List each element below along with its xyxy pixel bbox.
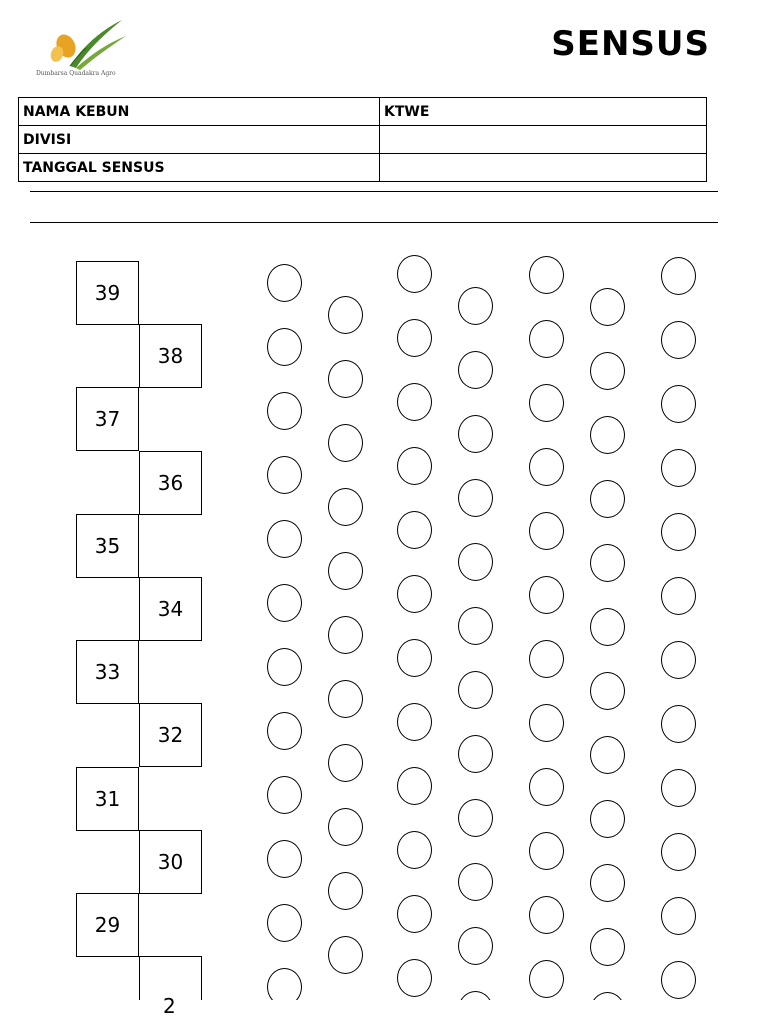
tree-circle-icon[interactable] [529,896,564,934]
tree-circle-icon[interactable] [397,447,432,485]
tree-circle-icon[interactable] [328,424,363,462]
row-number-39: 39 [76,261,139,325]
tree-circle-icon[interactable] [458,671,493,709]
row-number-38: 38 [139,324,202,388]
row-number-30: 30 [139,830,202,894]
row-number-36: 36 [139,451,202,515]
tree-circle-icon[interactable] [661,833,696,871]
tree-circle-icon[interactable] [267,968,302,1000]
tree-circle-icon[interactable] [529,448,564,486]
tree-circle-icon[interactable] [458,607,493,645]
tree-circle-icon[interactable] [328,808,363,846]
tree-circle-icon[interactable] [529,512,564,550]
tree-circle-icon[interactable] [661,257,696,295]
tree-circle-icon[interactable] [328,360,363,398]
tree-circle-icon[interactable] [529,384,564,422]
tree-circle-icon[interactable] [661,449,696,487]
tree-circle-icon[interactable] [458,543,493,581]
tree-circle-icon[interactable] [328,488,363,526]
tree-circle-icon[interactable] [661,705,696,743]
tree-circle-icon[interactable] [590,928,625,966]
tree-circle-icon[interactable] [267,712,302,750]
tree-circle-icon[interactable] [267,264,302,302]
tree-circle-icon[interactable] [328,552,363,590]
tree-circle-icon[interactable] [590,608,625,646]
tree-circle-icon[interactable] [267,648,302,686]
tree-circle-icon[interactable] [661,897,696,935]
tree-circle-icon[interactable] [590,800,625,838]
tree-circle-icon[interactable] [661,321,696,359]
row-number-33: 33 [76,640,139,704]
tree-circle-icon[interactable] [328,616,363,654]
tree-circle-icon[interactable] [458,799,493,837]
tree-circle-icon[interactable] [590,416,625,454]
tree-circle-icon[interactable] [458,991,493,1000]
tree-circle-icon[interactable] [661,769,696,807]
label-nama-kebun: NAMA KEBUN [19,98,380,126]
tree-circle-icon[interactable] [590,864,625,902]
label-divisi: DIVISI [19,126,380,154]
tree-circle-icon[interactable] [458,479,493,517]
tree-circle-icon[interactable] [529,640,564,678]
tree-circle-icon[interactable] [267,584,302,622]
tree-circle-icon[interactable] [529,256,564,294]
tree-circle-icon[interactable] [397,639,432,677]
tree-circle-icon[interactable] [267,520,302,558]
tree-circle-icon[interactable] [590,672,625,710]
tree-circle-icon[interactable] [529,704,564,742]
tree-circle-icon[interactable] [661,385,696,423]
tree-circle-icon[interactable] [529,768,564,806]
tree-circle-icon[interactable] [397,895,432,933]
tree-circle-icon[interactable] [529,960,564,998]
tree-circle-icon[interactable] [458,863,493,901]
row-number-34: 34 [139,577,202,641]
row-number-35: 35 [76,514,139,578]
tree-circle-icon[interactable] [328,296,363,334]
tree-circle-icon[interactable] [397,767,432,805]
tree-circle-icon[interactable] [397,703,432,741]
tree-circle-icon[interactable] [661,961,696,999]
tree-circle-icon[interactable] [267,776,302,814]
label-tanggal-sensus: TANGGAL SENSUS [19,154,380,182]
tree-circle-icon[interactable] [328,744,363,782]
tree-circle-icon[interactable] [397,575,432,613]
logo-caption: Dumbarsa Quadakra Agro [36,70,116,77]
tree-circle-icon[interactable] [397,255,432,293]
tree-circle-icon[interactable] [397,511,432,549]
tree-circle-icon[interactable] [661,641,696,679]
tree-circle-icon[interactable] [328,872,363,910]
tree-circle-icon[interactable] [458,415,493,453]
tree-circle-icon[interactable] [590,544,625,582]
tree-circle-icon[interactable] [397,959,432,997]
tree-circle-icon[interactable] [590,736,625,774]
row-number-29: 29 [76,893,139,957]
tree-circle-icon[interactable] [458,927,493,965]
tree-circle-icon[interactable] [267,904,302,942]
tree-circle-icon[interactable] [328,680,363,718]
tree-circle-icon[interactable] [397,831,432,869]
tree-circle-icon[interactable] [458,287,493,325]
tree-circle-icon[interactable] [458,735,493,773]
tree-circle-icon[interactable] [590,992,625,1000]
tree-circle-icon[interactable] [397,383,432,421]
tree-circle-icon[interactable] [267,456,302,494]
tree-circle-icon[interactable] [661,577,696,615]
tree-circle-icon[interactable] [267,840,302,878]
page-number: 2 [163,994,176,1018]
tree-circle-icon[interactable] [267,328,302,366]
tree-circle-icon[interactable] [590,480,625,518]
tree-circle-icon[interactable] [529,320,564,358]
row-number-32: 32 [139,703,202,767]
tree-circle-icon[interactable] [661,513,696,551]
page-title: SENSUS [551,24,710,64]
value-nama-kebun[interactable]: KTWE [380,98,707,126]
tree-circle-icon[interactable] [529,832,564,870]
tree-circle-icon[interactable] [267,392,302,430]
row-number-37: 37 [76,387,139,451]
tree-circle-icon[interactable] [397,319,432,357]
tree-circle-icon[interactable] [590,352,625,390]
tree-circle-icon[interactable] [529,576,564,614]
tree-circle-icon[interactable] [590,288,625,326]
tree-circle-icon[interactable] [458,351,493,389]
tree-circle-icon[interactable] [328,936,363,974]
row-number-31: 31 [76,767,139,831]
